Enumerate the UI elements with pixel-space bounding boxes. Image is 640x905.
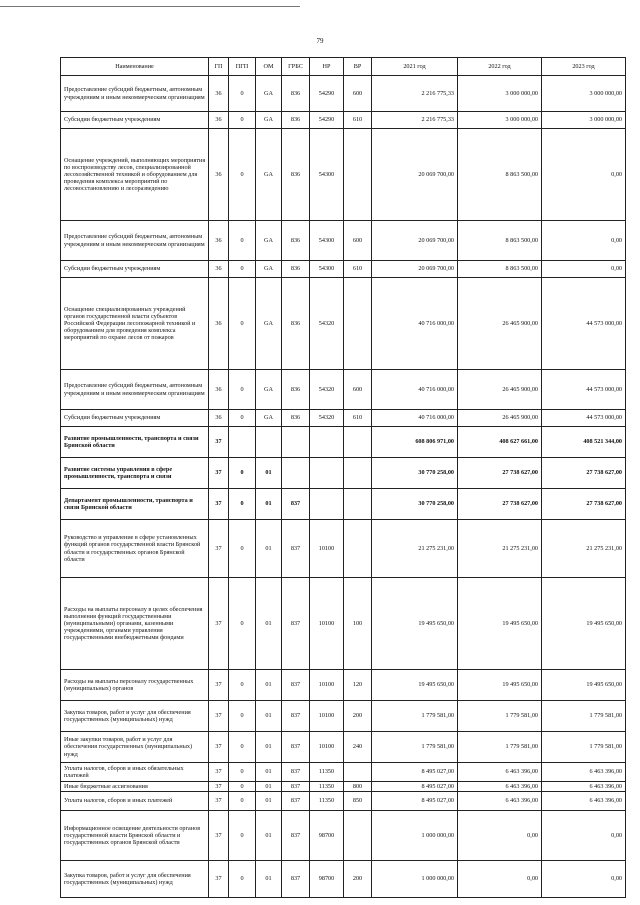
cell-grbs: 837 (282, 763, 310, 782)
cell-gp: 37 (209, 861, 229, 898)
cell-nr: 11350 (310, 782, 344, 792)
cell-gp: 36 (209, 76, 229, 112)
cell-2022: 8 863 500,00 (458, 261, 542, 278)
cell-vr: 200 (344, 701, 372, 732)
table-row (61, 410, 626, 427)
cell-name: Оснащение специализированных учреждений органов государственной власти субъектов Российской Федерации лесопожарной техникой и оборудованием для проведения комплекса мероприятий по охране лесов от пожаров (61, 278, 209, 370)
cell-grbs (282, 458, 310, 489)
cell-2022: 8 863 500,00 (458, 129, 542, 221)
cell-vr: 600 (344, 221, 372, 261)
cell-om: 01 (256, 701, 282, 732)
cell-2023: 1 779 581,00 (542, 732, 626, 763)
cell-2021: 40 716 000,00 (372, 410, 458, 427)
cell-vr (344, 458, 372, 489)
cell-name: Руководство и управление в сфере установленных функций органов государственной власти Брянской области и государственных органов Брянской области (61, 520, 209, 578)
cell-name: Субсидии бюджетным учреждениям (61, 112, 209, 129)
cell-name: Предоставление субсидий бюджетным, автономным учреждениям и иным некоммерческим организациям (61, 221, 209, 261)
cell-nr (310, 458, 344, 489)
cell-nr (310, 489, 344, 520)
table-row (61, 129, 626, 221)
cell-vr: 600 (344, 76, 372, 112)
cell-2022: 8 863 500,00 (458, 221, 542, 261)
cell-gp: 37 (209, 732, 229, 763)
cell-nr: 10100 (310, 732, 344, 763)
cell-nr: 54290 (310, 76, 344, 112)
cell-gp: 37 (209, 520, 229, 578)
col-header-nr: НР (310, 58, 344, 76)
cell-2021: 2 216 775,33 (372, 76, 458, 112)
col-header-grbs: ГРБС (282, 58, 310, 76)
cell-gp: 37 (209, 782, 229, 792)
cell-pgp: 0 (229, 763, 256, 782)
cell-vr: 610 (344, 261, 372, 278)
cell-nr: 54300 (310, 221, 344, 261)
cell-grbs: 836 (282, 112, 310, 129)
cell-nr (310, 427, 344, 458)
budget-table (60, 57, 626, 898)
cell-om: 01 (256, 732, 282, 763)
cell-vr: 850 (344, 792, 372, 811)
cell-grbs: 837 (282, 670, 310, 701)
cell-2021: 8 495 027,00 (372, 763, 458, 782)
table-row (61, 278, 626, 370)
table-row (61, 427, 626, 458)
table-row (61, 221, 626, 261)
table-row (61, 670, 626, 701)
cell-nr: 54320 (310, 410, 344, 427)
cell-name: Развитие системы управления в сфере промышленности, транспорта и связи (61, 458, 209, 489)
cell-name: Предоставление субсидий бюджетным, автономным учреждениям и иным некоммерческим организациям (61, 76, 209, 112)
cell-nr: 11350 (310, 792, 344, 811)
cell-nr: 11350 (310, 763, 344, 782)
cell-grbs: 837 (282, 578, 310, 670)
cell-pgp: 0 (229, 811, 256, 861)
cell-nr: 10100 (310, 670, 344, 701)
cell-2023: 19 495 650,00 (542, 670, 626, 701)
cell-2021: 8 495 027,00 (372, 782, 458, 792)
cell-om: 01 (256, 458, 282, 489)
table-row (61, 520, 626, 578)
cell-name: Департамент промышленности, транспорта и связи Брянской области (61, 489, 209, 520)
cell-om: GA (256, 129, 282, 221)
cell-2022: 26 465 900,00 (458, 370, 542, 410)
page-number: 79 (316, 37, 324, 45)
cell-gp: 36 (209, 221, 229, 261)
cell-vr (344, 278, 372, 370)
cell-vr (344, 129, 372, 221)
cell-2023: 3 000 000,00 (542, 112, 626, 129)
cell-name: Закупка товаров, работ и услуг для обеспечения государственных (муниципальных) нужд (61, 701, 209, 732)
cell-gp: 36 (209, 129, 229, 221)
cell-name: Развитие промышленности, транспорта и связи Брянской области (61, 427, 209, 458)
cell-2022: 6 463 396,00 (458, 782, 542, 792)
cell-grbs: 836 (282, 221, 310, 261)
cell-pgp: 0 (229, 76, 256, 112)
cell-2021: 19 495 650,00 (372, 578, 458, 670)
cell-2022: 6 463 396,00 (458, 763, 542, 782)
cell-2022: 27 738 627,00 (458, 458, 542, 489)
cell-om: GA (256, 370, 282, 410)
col-header-2023: 2023 год (542, 58, 626, 76)
cell-name: Иные бюджетные ассигнования (61, 782, 209, 792)
cell-om: 01 (256, 670, 282, 701)
cell-2023: 408 521 344,00 (542, 427, 626, 458)
table-row (61, 811, 626, 861)
cell-2022: 0,00 (458, 861, 542, 898)
cell-grbs (282, 427, 310, 458)
cell-om: 01 (256, 782, 282, 792)
cell-pgp: 0 (229, 732, 256, 763)
cell-gp: 36 (209, 112, 229, 129)
col-header-vr: ВР (344, 58, 372, 76)
cell-2021: 8 495 027,00 (372, 792, 458, 811)
cell-gp: 37 (209, 458, 229, 489)
table-header-row (61, 58, 626, 76)
cell-grbs: 836 (282, 278, 310, 370)
cell-om: 01 (256, 792, 282, 811)
cell-grbs: 837 (282, 701, 310, 732)
table-row (61, 701, 626, 732)
cell-2023: 6 463 396,00 (542, 763, 626, 782)
table-row (61, 792, 626, 811)
cell-gp: 36 (209, 410, 229, 427)
cell-nr: 10100 (310, 520, 344, 578)
table-row (61, 782, 626, 792)
cell-nr: 98700 (310, 811, 344, 861)
cell-nr: 54300 (310, 261, 344, 278)
cell-2023: 6 463 396,00 (542, 782, 626, 792)
cell-2021: 1 000 000,00 (372, 811, 458, 861)
cell-grbs: 836 (282, 410, 310, 427)
cell-2023: 44 573 000,00 (542, 278, 626, 370)
cell-pgp: 0 (229, 410, 256, 427)
cell-vr: 100 (344, 578, 372, 670)
cell-name: Расходы на выплаты персоналу в целях обеспечения выполнения функций государственными (муниципальными) органами, казенными учреждениями, органами управления государственными внебюджетными фондами (61, 578, 209, 670)
cell-pgp: 0 (229, 861, 256, 898)
cell-pgp: 0 (229, 278, 256, 370)
cell-pgp: 0 (229, 221, 256, 261)
cell-2023: 0,00 (542, 261, 626, 278)
cell-om: 01 (256, 520, 282, 578)
cell-2021: 1 000 000,00 (372, 861, 458, 898)
cell-om: GA (256, 112, 282, 129)
cell-gp: 37 (209, 763, 229, 782)
cell-om: 01 (256, 489, 282, 520)
cell-name: Уплата налогов, сборов и иных обязательных платежей (61, 763, 209, 782)
cell-name: Закупка товаров, работ и услуг для обеспечения государственных (муниципальных) нужд (61, 861, 209, 898)
cell-gp: 37 (209, 811, 229, 861)
table-row (61, 763, 626, 782)
cell-om: GA (256, 221, 282, 261)
col-header-name: Наименование (61, 58, 209, 76)
cell-2023: 27 738 627,00 (542, 489, 626, 520)
cell-2021: 40 716 000,00 (372, 370, 458, 410)
cell-pgp: 0 (229, 578, 256, 670)
cell-2023: 44 573 000,00 (542, 370, 626, 410)
cell-name: Субсидии бюджетным учреждениям (61, 410, 209, 427)
cell-nr: 54300 (310, 129, 344, 221)
cell-gp: 36 (209, 370, 229, 410)
cell-nr: 54320 (310, 370, 344, 410)
cell-grbs: 837 (282, 489, 310, 520)
col-header-om: ОМ (256, 58, 282, 76)
cell-2021: 2 216 775,33 (372, 112, 458, 129)
cell-2023: 27 738 627,00 (542, 458, 626, 489)
cell-pgp: 0 (229, 782, 256, 792)
table-row (61, 458, 626, 489)
cell-om: GA (256, 261, 282, 278)
cell-grbs: 837 (282, 520, 310, 578)
cell-nr: 98700 (310, 861, 344, 898)
cell-2022: 26 465 900,00 (458, 278, 542, 370)
cell-nr: 10100 (310, 578, 344, 670)
cell-om: 01 (256, 763, 282, 782)
scan-top-rule (0, 6, 300, 7)
cell-gp: 37 (209, 701, 229, 732)
cell-vr: 610 (344, 112, 372, 129)
cell-gp: 36 (209, 261, 229, 278)
cell-pgp: 0 (229, 112, 256, 129)
cell-2023: 6 463 396,00 (542, 792, 626, 811)
cell-2021: 30 770 258,00 (372, 458, 458, 489)
cell-2023: 19 495 650,00 (542, 578, 626, 670)
cell-name: Оснащение учреждений, выполняющих мероприятия по воспроизводству лесов, специализированной лесохозяйственной техникой и оборудованием для проведения комплекса мероприятий по лесовосстановлению и лесоразведению (61, 129, 209, 221)
cell-vr (344, 763, 372, 782)
cell-2022: 1 779 581,00 (458, 732, 542, 763)
cell-vr: 200 (344, 861, 372, 898)
cell-vr (344, 489, 372, 520)
cell-2021: 19 495 650,00 (372, 670, 458, 701)
cell-2021: 20 069 700,00 (372, 129, 458, 221)
cell-gp: 36 (209, 278, 229, 370)
cell-vr: 610 (344, 410, 372, 427)
cell-grbs: 837 (282, 782, 310, 792)
cell-vr (344, 811, 372, 861)
cell-2021: 21 275 231,00 (372, 520, 458, 578)
cell-2021: 1 779 581,00 (372, 732, 458, 763)
cell-2022: 6 463 396,00 (458, 792, 542, 811)
cell-om: GA (256, 76, 282, 112)
cell-om: GA (256, 410, 282, 427)
cell-2022: 27 738 627,00 (458, 489, 542, 520)
col-header-pgp: ПГП (229, 58, 256, 76)
cell-2022: 19 495 650,00 (458, 578, 542, 670)
table-row (61, 489, 626, 520)
cell-vr: 600 (344, 370, 372, 410)
cell-2023: 0,00 (542, 811, 626, 861)
cell-pgp: 0 (229, 520, 256, 578)
cell-gp: 37 (209, 427, 229, 458)
cell-2023: 3 000 000,00 (542, 76, 626, 112)
cell-2022: 26 465 900,00 (458, 410, 542, 427)
cell-grbs: 836 (282, 129, 310, 221)
cell-grbs: 837 (282, 792, 310, 811)
cell-grbs: 836 (282, 370, 310, 410)
cell-2023: 0,00 (542, 861, 626, 898)
table-row (61, 861, 626, 898)
cell-2021: 1 779 581,00 (372, 701, 458, 732)
cell-gp: 37 (209, 670, 229, 701)
cell-2021: 20 069 700,00 (372, 221, 458, 261)
cell-pgp: 0 (229, 792, 256, 811)
cell-nr: 54320 (310, 278, 344, 370)
cell-vr (344, 427, 372, 458)
col-header-2022: 2022 год (458, 58, 542, 76)
cell-om: GA (256, 278, 282, 370)
cell-2023: 44 573 000,00 (542, 410, 626, 427)
cell-name: Уплата налогов, сборов и иных платежей (61, 792, 209, 811)
cell-2021: 608 806 971,00 (372, 427, 458, 458)
cell-vr: 800 (344, 782, 372, 792)
cell-om (256, 427, 282, 458)
cell-gp: 37 (209, 792, 229, 811)
cell-grbs: 837 (282, 861, 310, 898)
cell-2022: 408 627 661,00 (458, 427, 542, 458)
cell-name: Иные закупки товаров, работ и услуг для обеспечения государственных (муниципальных) нужд (61, 732, 209, 763)
cell-grbs: 837 (282, 811, 310, 861)
cell-om: 01 (256, 578, 282, 670)
cell-name: Субсидии бюджетным учреждениям (61, 261, 209, 278)
cell-gp: 37 (209, 578, 229, 670)
cell-vr: 240 (344, 732, 372, 763)
cell-pgp: 0 (229, 670, 256, 701)
cell-2023: 21 275 231,00 (542, 520, 626, 578)
cell-2022: 3 000 000,00 (458, 112, 542, 129)
cell-name: Информационное освещение деятельности органов государственной власти Брянской области и государственных органов Брянской области (61, 811, 209, 861)
cell-pgp: 0 (229, 370, 256, 410)
cell-vr: 120 (344, 670, 372, 701)
cell-name: Предоставление субсидий бюджетным, автономным учреждениям и иным некоммерческим организациям (61, 370, 209, 410)
cell-2023: 1 779 581,00 (542, 701, 626, 732)
cell-2022: 21 275 231,00 (458, 520, 542, 578)
cell-2021: 40 716 000,00 (372, 278, 458, 370)
table-row (61, 732, 626, 763)
cell-gp: 37 (209, 489, 229, 520)
cell-2022: 0,00 (458, 811, 542, 861)
table-row (61, 370, 626, 410)
cell-om: 01 (256, 861, 282, 898)
cell-nr: 10100 (310, 701, 344, 732)
cell-pgp: 0 (229, 129, 256, 221)
cell-2022: 19 495 650,00 (458, 670, 542, 701)
cell-grbs: 836 (282, 261, 310, 278)
cell-2022: 1 779 581,00 (458, 701, 542, 732)
cell-2023: 0,00 (542, 221, 626, 261)
cell-pgp: 0 (229, 489, 256, 520)
table-row (61, 578, 626, 670)
cell-2021: 30 770 258,00 (372, 489, 458, 520)
table-body (61, 76, 626, 898)
cell-pgp: 0 (229, 458, 256, 489)
cell-grbs: 837 (282, 732, 310, 763)
cell-pgp: 0 (229, 701, 256, 732)
table-row (61, 76, 626, 112)
cell-2022: 3 000 000,00 (458, 76, 542, 112)
cell-om: 01 (256, 811, 282, 861)
cell-pgp: 0 (229, 261, 256, 278)
cell-grbs: 836 (282, 76, 310, 112)
cell-nr: 54290 (310, 112, 344, 129)
cell-2023: 0,00 (542, 129, 626, 221)
table-row (61, 261, 626, 278)
cell-pgp (229, 427, 256, 458)
cell-vr (344, 520, 372, 578)
table-row (61, 112, 626, 129)
col-header-2021: 2021 год (372, 58, 458, 76)
col-header-gp: ГП (209, 58, 229, 76)
cell-2021: 20 069 700,00 (372, 261, 458, 278)
cell-name: Расходы на выплаты персоналу государственных (муниципальных) органов (61, 670, 209, 701)
